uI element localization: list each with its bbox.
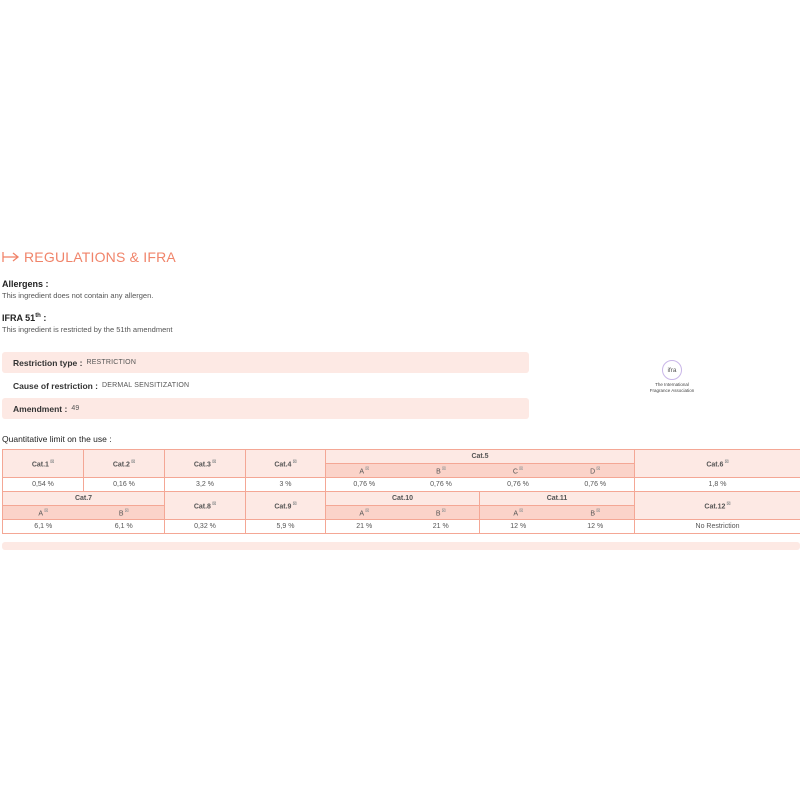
limits-table bbox=[2, 449, 800, 534]
cat6-value: 1,8 % bbox=[635, 478, 800, 492]
cause-row bbox=[2, 375, 529, 396]
info-icon[interactable]: ⊠ bbox=[595, 507, 601, 514]
info-icon[interactable]: ⊠ bbox=[124, 507, 129, 514]
cat2-header: Cat.2⊠ bbox=[84, 450, 165, 478]
cat7a-header: A⊠ bbox=[3, 506, 84, 520]
ifra-label: IFRA 51th : bbox=[2, 313, 47, 323]
info-icon[interactable]: ⊠ bbox=[726, 500, 731, 507]
info-icon[interactable]: ⊠ bbox=[211, 458, 217, 465]
cat10b-header: B⊠ bbox=[403, 506, 480, 520]
section-title bbox=[2, 249, 176, 265]
cat5b-value: 0,76 % bbox=[403, 478, 480, 492]
ifra-logo-caption-1: The International bbox=[655, 382, 689, 387]
cause-label: Cause of restriction : bbox=[13, 380, 99, 391]
cat2-value: 0,16 % bbox=[84, 478, 165, 492]
cat6-header: Cat.6⊠ bbox=[635, 450, 800, 478]
cat1-value: 0,54 % bbox=[3, 478, 84, 492]
info-icon[interactable]: ⊠ bbox=[724, 458, 729, 465]
info-icon[interactable]: ⊠ bbox=[518, 507, 524, 514]
cat7b-value: 6,1 % bbox=[84, 520, 165, 534]
info-icon[interactable]: ⊠ bbox=[292, 458, 297, 465]
cat5d-header: D⊠ bbox=[557, 464, 635, 478]
cat9-header: Cat.9⊠ bbox=[246, 492, 326, 520]
info-icon[interactable]: ⊠ bbox=[49, 458, 55, 465]
cat11a-value: 12 % bbox=[480, 520, 557, 534]
ifra-block bbox=[2, 313, 173, 334]
ifra-logo bbox=[645, 360, 699, 400]
ifra-text: This ingredient is restricted by the 51th amendment bbox=[2, 325, 173, 334]
amendment-row bbox=[2, 398, 529, 419]
section-title-text: REGULATIONS & IFRA bbox=[24, 249, 176, 265]
cat4-header: Cat.4⊠ bbox=[246, 450, 326, 478]
amendment-value: 49 bbox=[71, 405, 80, 412]
cat10b-value: 21 % bbox=[403, 520, 480, 534]
allergens-block bbox=[2, 279, 153, 300]
cause-value: DERMAL SENSITIZATION bbox=[102, 382, 190, 389]
restriction-type-label: Restriction type : bbox=[13, 357, 83, 368]
cat5d-value: 0,76 % bbox=[557, 478, 635, 492]
cat3-value: 3,2 % bbox=[165, 478, 246, 492]
restriction-type-row bbox=[2, 352, 529, 373]
info-icon[interactable]: ⊠ bbox=[364, 465, 370, 472]
cat3-header: Cat.3⊠ bbox=[165, 450, 246, 478]
cat7b-header: B⊠ bbox=[84, 506, 165, 520]
cat1-header: Cat.1⊠ bbox=[3, 450, 84, 478]
info-icon[interactable]: ⊠ bbox=[43, 507, 49, 514]
cat11-header: Cat.11 bbox=[480, 492, 635, 506]
bottom-bar bbox=[2, 542, 800, 550]
info-icon[interactable]: ⊠ bbox=[292, 500, 297, 507]
cat11b-value: 12 % bbox=[557, 520, 635, 534]
allergens-label: Allergens : bbox=[2, 279, 49, 289]
info-icon[interactable]: ⊠ bbox=[518, 465, 524, 472]
info-icon[interactable]: ⊠ bbox=[364, 507, 370, 514]
ifra-logo-ring: ifra bbox=[662, 360, 682, 380]
cat7-header: Cat.7 bbox=[3, 492, 165, 506]
info-icon[interactable]: ⊠ bbox=[441, 507, 446, 514]
info-icon[interactable]: ⊠ bbox=[211, 500, 217, 507]
cat10a-header: A⊠ bbox=[326, 506, 403, 520]
quantitative-label: Quantitative limit on the use : bbox=[2, 434, 112, 444]
cat10-header: Cat.10 bbox=[326, 492, 480, 506]
cat5-header: Cat.5 bbox=[326, 450, 635, 464]
cat11b-header: B⊠ bbox=[557, 506, 635, 520]
cat8-value: 0,32 % bbox=[165, 520, 246, 534]
arrow-right-bar-icon bbox=[2, 250, 20, 264]
info-icon[interactable]: ⊠ bbox=[596, 465, 601, 472]
cat5a-header: A⊠ bbox=[326, 464, 403, 478]
cat8-header: Cat.8⊠ bbox=[165, 492, 246, 520]
cat12-value: No Restriction bbox=[635, 520, 800, 534]
cat4-value: 3 % bbox=[246, 478, 326, 492]
cat7a-value: 6,1 % bbox=[3, 520, 84, 534]
cat10a-value: 21 % bbox=[326, 520, 403, 534]
cat5b-header: B⊠ bbox=[403, 464, 480, 478]
allergens-text: This ingredient does not contain any allergen. bbox=[2, 291, 154, 300]
cat12-header: Cat.12⊠ bbox=[635, 492, 800, 520]
cat5c-header: C⊠ bbox=[480, 464, 557, 478]
ifra-logo-caption-2: Fragrance Association bbox=[649, 387, 695, 393]
cat9-value: 5,9 % bbox=[246, 520, 326, 534]
cat5a-value: 0,76 % bbox=[326, 478, 403, 492]
cat11a-header: A⊠ bbox=[480, 506, 557, 520]
cat5c-value: 0,76 % bbox=[480, 478, 557, 492]
info-icon[interactable]: ⊠ bbox=[441, 465, 446, 472]
info-icon[interactable]: ⊠ bbox=[130, 458, 136, 465]
amendment-label: Amendment : bbox=[13, 403, 68, 414]
restriction-type-value: RESTRICTION bbox=[86, 359, 137, 366]
